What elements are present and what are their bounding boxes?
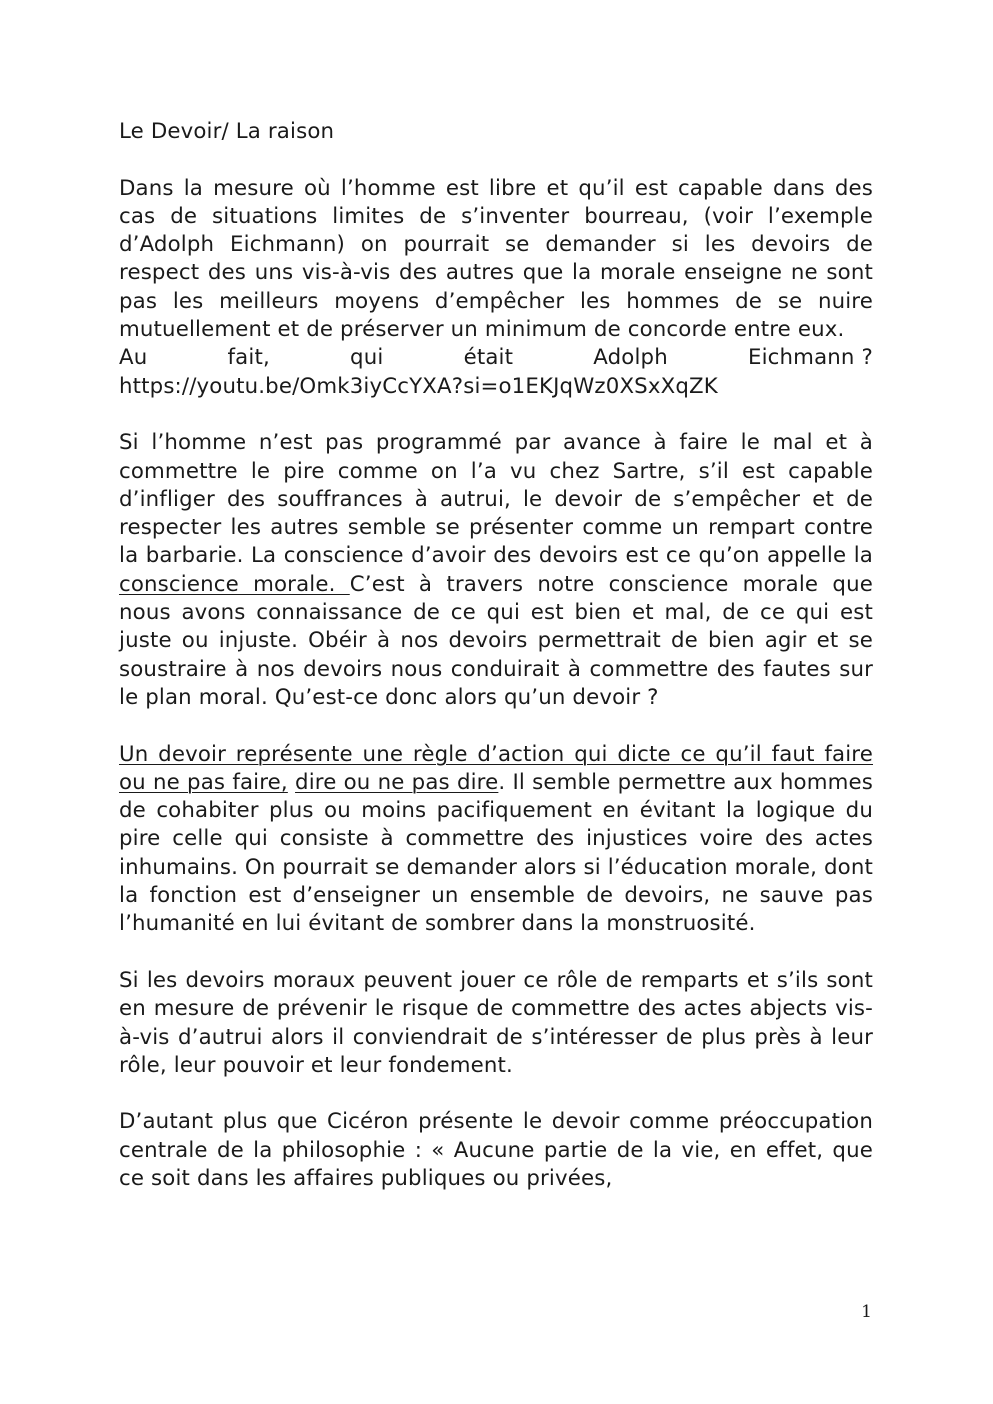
paragraph-gap xyxy=(119,146,873,174)
devoir-definition-underlined: Un devoir représente une règle d’action qui dicte ce qu’il faut faire ou ne pas faire, xyxy=(119,741,873,795)
youtube-link[interactable]: https://youtu.be/Omk3iyCcYXA?si=o1EKJqWz0XSxXqZK xyxy=(119,373,718,399)
question-word: Au xyxy=(119,345,148,371)
paragraph-4: Si les devoirs moraux peuvent jouer ce rôle de remparts et s’ils sont en mesure de prévenir le risque de commettre des actes abjects vis-à-vis d’autrui alors il conviendrait de s’intéresser de plus près à leur rôle, leur pouvoir et leur fondement. xyxy=(119,967,873,1078)
paragraph-gap xyxy=(119,401,873,429)
page-number: 1 xyxy=(861,1302,872,1322)
question-word: Adolph xyxy=(593,345,668,371)
paragraph-2 xyxy=(119,429,873,712)
conscience-morale-underlined: conscience morale. xyxy=(119,571,350,597)
paragraph-1: Dans la mesure où l’homme est libre et qu’il est capable dans des cas de situations limites de s’inventer bourreau, (voir l’exemple d’Adolph Eichmann) on pourrait se demander si les devoirs de respect des uns vis-à-vis des autres que la morale enseigne ne sont pas les meilleurs moyens d’empêcher les hommes de se nuire mutuellement et de préserver un minimum de concorde entre eux. xyxy=(119,175,873,343)
question-word: était xyxy=(463,345,514,371)
dire-underlined: dire ou ne pas dire xyxy=(295,769,499,795)
paragraph-gap xyxy=(119,712,873,740)
paragraph-gap xyxy=(119,1080,873,1108)
document-body xyxy=(119,118,873,1193)
paragraph-gap xyxy=(119,939,873,967)
document-title: Le Devoir/ La raison xyxy=(119,119,335,144)
question-word: fait, xyxy=(227,345,270,371)
space xyxy=(288,770,295,795)
paragraph-2-text: Si l’homme n’est pas programmé par avance à faire le mal et à commettre le pire comme on l’a vu chez Sartre, s’il est capable d’infliger des souffrances à autrui, le devoir de s’empêcher et de respecter les autres semble se présenter comme un rempart contre la barbarie. La conscience d’avoir des devoirs est ce qu’on appelle la xyxy=(119,430,873,569)
question-line xyxy=(119,344,873,372)
paragraph-3-text: . Il semble permettre aux hommes de cohabiter plus ou moins pacifiquement en évitant la logique du pire celle qui consiste à commettre des injustices voire des actes inhumains. On pourrait se demander alors si l’éducation morale, dont la fonction est d’enseigner un ensemble de devoirs, ne sauve pas l’humanité en lui évitant de sombrer dans la monstruosité. xyxy=(119,769,873,937)
paragraph-5: D’autant plus que Cicéron présente le devoir comme préoccupation centrale de la philosophie : « Aucune partie de la vie, en effet, que ce soit dans les affaires publiques ou privées, xyxy=(119,1109,873,1191)
question-word: qui xyxy=(350,345,384,371)
paragraph-2-text-continued: C’est à travers notre conscience morale que nous avons connaissance de ce qui est bien et mal, de ce qui est juste ou injuste. Obéir à nos devoirs permettrait de bien agir et se soustraire à nos devoirs nous conduirait à commettre des fautes sur le plan moral. Qu’est-ce donc alors qu’un devoir ? xyxy=(119,571,873,710)
question-word: Eichmann ? xyxy=(748,345,873,371)
paragraph-3 xyxy=(119,741,873,939)
